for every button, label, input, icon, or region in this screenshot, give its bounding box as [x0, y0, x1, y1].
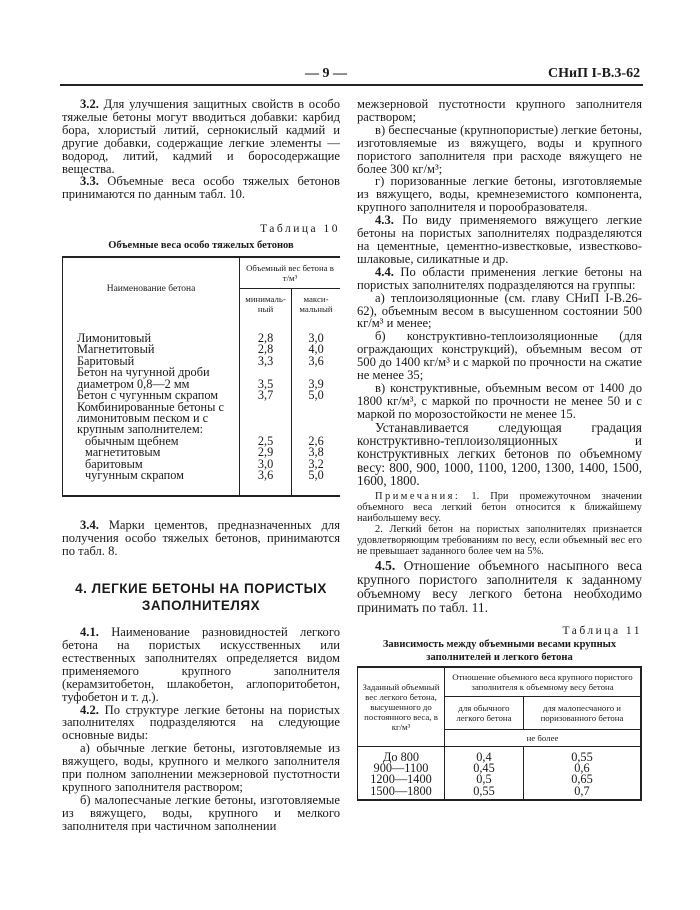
- paragraph-4-2-g: г) поризованные легкие бетоны, изготовляемые из вяжущего, воды, кремнеземистого компонента, крупного заполнителя и порообразователя.: [357, 174, 642, 215]
- paragraph-text: Марки цементов, предназначенных для получения особо тяжелых бетонов, принимаются по табл. 8.: [62, 518, 340, 559]
- cell-weight: 900—1100: [373, 761, 429, 775]
- concrete-name: баритовым: [85, 456, 143, 471]
- header-rule: [60, 84, 643, 86]
- paragraph-text: Для улучшения защитных свойств в особо тяжелые бетоны могут вводиться добавки: карбид бора, хлористый литий, сернокислый кадмий и другие добавки, содержащие легкие элементы — водород, литий, кадмий и боросодержащие вещества.: [62, 97, 340, 176]
- min-weight: 3,0: [240, 459, 292, 470]
- paragraph-4-4-b: б) конструктивно-теплоизоляционные (для ограждающих конструкций), объемным весом от 500 до 1400 кг/м³ и с маркой по прочности на сжатие не менее 35;: [357, 329, 642, 383]
- paragraph-4-5: [357, 559, 642, 615]
- note-text: 1. При промежуточном значении объемного веса легкий бетон относится к ближайшему наибольшему весу.: [357, 490, 642, 524]
- paragraph-3-2: [62, 98, 340, 175]
- cell-ordinary: 0,4: [445, 746, 524, 763]
- col-header-group: Объемный вес бетона в т/м³: [240, 257, 341, 289]
- max-weight: 3,8: [292, 447, 340, 458]
- right-column: [357, 98, 642, 801]
- table-row: [63, 470, 341, 481]
- section-4-heading: 4. ЛЕГКИЕ БЕТОНЫ НА ПОРИСТЫХ ЗАПОЛНИТЕЛЯХ: [75, 581, 327, 614]
- paragraph-continuation: межзерновой пустотности крупного заполнителя раствором;: [357, 97, 642, 124]
- cell-weight: До 800: [382, 749, 420, 764]
- note-2: 2. Легкий бетон на пористых заполнителях признается удовлетворяющим требованиям по весу, если объемный вес его не превышает заданного более чем на 5%.: [357, 523, 642, 557]
- min-weight: 3,5: [240, 367, 292, 390]
- paragraph-text: По области применения легкие бетоны на пористых заполнителях подразделяются на группы:: [357, 264, 642, 292]
- table-11-caption: Зависимость между объемными весами крупных заполнителей и легкого бетона: [382, 638, 617, 663]
- cell-weight: 1500—1800: [370, 783, 432, 798]
- table-11-label: Таблица 11: [562, 624, 642, 637]
- clause-number: 4.1.: [80, 625, 99, 640]
- paragraph-3-3: [62, 175, 340, 201]
- page-number: — 9 —: [305, 66, 347, 81]
- concrete-name: чугунным скрапом: [85, 467, 184, 482]
- min-weight: 3,6: [240, 470, 292, 481]
- concrete-name: Лимонитовый: [77, 331, 152, 346]
- table-row: [63, 367, 341, 390]
- paragraph-3-4: [62, 519, 340, 558]
- notes-label: Примечания:: [375, 490, 461, 502]
- concrete-name: Бетон на чугунной дроби диаметром 0,8—2 мм: [77, 365, 210, 391]
- cell-lowsand: 0,65: [523, 774, 641, 785]
- clause-number: 4.2.: [80, 702, 99, 717]
- paragraph-4-2-v: в) беспесчаные (крупнопористые) легкие бетоны, изготовляемые из вяжущего, воды и крупного пористого заполнителя при расходе вяжущего не более 300 кг/м³;: [357, 122, 642, 176]
- clause-number: 3.3.: [80, 174, 99, 189]
- min-weight: [240, 402, 292, 436]
- min-weight: 2,5: [240, 436, 292, 447]
- col-header-ratio-group: Отношение объемного веса крупного пористого заполнителя к объемному весу бетона: [445, 667, 642, 697]
- min-weight: 2,8: [240, 344, 292, 355]
- paragraph-4-4-a: а) теплоизоляционные (см. главу СНиП I-В.26-62), объемным весом в высушенном состоянии 500 кг/м³ и менее;: [357, 290, 642, 331]
- paragraph-4-4: [357, 266, 642, 292]
- col-header-given-weight: Заданный объемный вес легкого бетона, высушенного до постоянного веса, в кг/м³: [358, 667, 445, 747]
- clause-number: 4.5.: [375, 557, 396, 573]
- clause-number: 4.3.: [375, 213, 394, 228]
- clause-number: 3.2.: [80, 97, 99, 111]
- col-header-lowsand: для малопесчаного и поризованного бетона: [523, 696, 641, 729]
- paragraph-gradation: Устанавливается следующая градация конструктивно-теплоизоляционных и конструктивных легких бетонов по объемному весу: 800, 900, 1000, 1100, 1200, 1300, 1400, 1500, 1600, 1800.: [357, 419, 642, 489]
- cell-lowsand: 0,7: [523, 786, 641, 797]
- col-header-max: макси-мальный: [292, 289, 340, 320]
- max-weight: 5,0: [292, 470, 340, 481]
- max-weight: 3,2: [292, 459, 340, 470]
- col-header-name: Наименование бетона: [106, 283, 196, 294]
- cell-ordinary: 0,5: [445, 774, 524, 785]
- concrete-name: магнетитовым: [85, 445, 161, 460]
- max-weight: 4,0: [292, 344, 340, 355]
- col-header-ordinary: для обычного легкого бетона: [445, 696, 524, 729]
- clause-number: 4.4.: [375, 264, 394, 279]
- cell-lowsand: 0,6: [523, 763, 641, 774]
- table-10-caption: Объемные веса особо тяжелых бетонов: [108, 240, 294, 252]
- document-code: СНиП I-В.3-62: [548, 66, 641, 81]
- cell-lowsand: 0,55: [523, 746, 641, 763]
- max-weight: 3,9: [292, 367, 340, 390]
- paragraph-4-2-a: а) обычные легкие бетоны, изготовляемые из вяжущего, воды, крупного и мелкого заполнителя при полном заполнении межзерновой пустотности крупного заполнителя раствором;: [62, 741, 340, 794]
- table-11: [357, 666, 642, 802]
- max-weight: 3,0: [292, 333, 340, 344]
- paragraph-4-2-b: б) малопесчаные легкие бетоны, изготовляемые из вяжущего, воды, крупного и мелкого заполнителя при частичном заполнении: [62, 792, 340, 833]
- paragraph-text: По виду применяемого вяжущего легкие бетоны на пористых заполнителях подразделяются на цементные, цементно-известковые, известково-шлаковые, силикатные и др.: [357, 213, 642, 266]
- paragraph-text: Объемные веса особо тяжелых бетонов принимаются по данным табл. 10.: [62, 174, 340, 202]
- note-1: [357, 491, 642, 524]
- table-10: [62, 256, 340, 497]
- min-weight: 3,3: [240, 356, 292, 367]
- max-weight: 5,0: [292, 390, 340, 401]
- paragraph-text: По структуре легкие бетоны на пористых заполнителях подразделяются на следующие основные виды:: [62, 702, 340, 743]
- left-column: [62, 98, 340, 833]
- min-weight: 2,9: [240, 447, 292, 458]
- max-weight: [292, 402, 340, 436]
- min-weight: 3,7: [240, 390, 292, 401]
- max-weight: 3,6: [292, 356, 340, 367]
- table-row: [358, 786, 642, 797]
- concrete-name: Магнетитовый: [77, 342, 155, 357]
- concrete-name: Бетон с чугунным скрапом: [77, 388, 219, 403]
- paragraph-text: Отношение объемного насыпного веса крупного пористого заполнителя к заданному объемному весу легкого бетона необходимо принимать по табл. 11.: [357, 557, 642, 615]
- paragraph-4-4-v: в) конструктивные, объемным весом от 1400 до 1800 кг/м³, с маркой по прочности не менее 50 и с маркой по морозостойкости не менее 15.: [357, 380, 642, 421]
- paragraph-4-2: [62, 704, 340, 743]
- cell-ordinary: 0,55: [445, 786, 524, 797]
- clause-number: 3.4.: [80, 518, 99, 533]
- table-10-label: Таблица 10: [260, 223, 340, 236]
- max-weight: 2,6: [292, 436, 340, 447]
- concrete-name: Комбинированные бетоны с лимонитовым песком и с крупным заполнителем:: [77, 399, 224, 437]
- paragraph-text: Наименование разновидностей легкого бетона на пористых искусственных или естественных заполнителях определяется видом применяемого крупного заполнителя (керамзитобетон, шлакобетон, аглопоритобетон, туфобетон и т. д.).: [62, 625, 340, 704]
- col-header-min: минималь-ный: [240, 289, 292, 320]
- concrete-name: Баритовый: [77, 353, 135, 368]
- paragraph-4-1: [62, 626, 340, 703]
- table-row: [63, 402, 341, 436]
- min-weight: 2,8: [240, 333, 292, 344]
- cell-ordinary: 0,45: [445, 763, 524, 774]
- paragraph-4-3: [357, 214, 642, 266]
- col-header-limit: не более: [445, 729, 642, 746]
- cell-weight: 1200—1400: [370, 772, 432, 787]
- concrete-name: обычным щебнем: [85, 433, 179, 448]
